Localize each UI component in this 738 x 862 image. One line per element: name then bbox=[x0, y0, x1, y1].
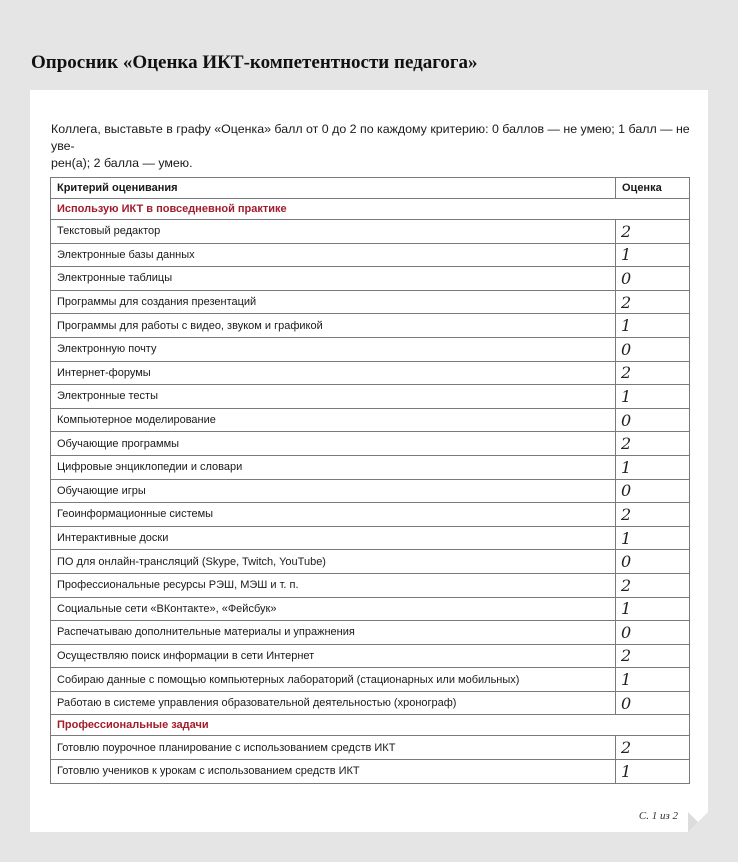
score-cell[interactable]: 2 bbox=[616, 361, 690, 385]
score-cell[interactable]: 1 bbox=[616, 760, 690, 784]
criterion-cell: Геоинформационные системы bbox=[51, 503, 616, 527]
criterion-cell: Работаю в системе управления образовательной деятельностью (хронограф) bbox=[51, 691, 616, 715]
table-row bbox=[51, 573, 690, 597]
criterion-cell: Обучающие игры bbox=[51, 479, 616, 503]
score-cell[interactable]: 0 bbox=[616, 267, 690, 291]
criterion-column-header: Критерий оценивания bbox=[51, 178, 616, 199]
score-cell[interactable]: 1 bbox=[616, 455, 690, 479]
table-row bbox=[51, 314, 690, 338]
table-row bbox=[51, 385, 690, 409]
criterion-cell: Электронные тесты bbox=[51, 385, 616, 409]
table-row bbox=[51, 243, 690, 267]
criterion-cell: Распечатываю дополнительные материалы и упражнения bbox=[51, 621, 616, 645]
criterion-cell: Социальные сети «ВКонтакте», «Фейсбук» bbox=[51, 597, 616, 621]
criterion-cell: Программы для создания презентаций bbox=[51, 290, 616, 314]
intro-text: Коллега, выставьте в графу «Оценка» балл от 0 до 2 по каждому критерию: 0 баллов — не умею; 1 балл — не уве- рен(а); 2 балла — умею. bbox=[51, 122, 690, 170]
questionnaire-sheet bbox=[30, 90, 708, 832]
score-column-header: Оценка bbox=[616, 178, 690, 199]
score-cell[interactable]: 2 bbox=[616, 290, 690, 314]
criterion-cell: Текстовый редактор bbox=[51, 220, 616, 244]
page-fold-mask bbox=[688, 812, 708, 832]
table-row bbox=[51, 432, 690, 456]
table-row bbox=[51, 267, 690, 291]
table-row bbox=[51, 597, 690, 621]
section-title: Использую ИКТ в повседневной практике bbox=[51, 199, 690, 220]
criterion-cell: Компьютерное моделирование bbox=[51, 408, 616, 432]
score-cell[interactable]: 1 bbox=[616, 526, 690, 550]
document-title: Опросник «Оценка ИКТ-компетентности педагога» bbox=[31, 52, 478, 73]
criterion-cell: Электронную почту bbox=[51, 337, 616, 361]
table-header-row bbox=[51, 178, 690, 199]
survey-table-body bbox=[51, 199, 690, 784]
table-row bbox=[51, 691, 690, 715]
criterion-cell: Готовлю поурочное планирование с использованием средств ИКТ bbox=[51, 736, 616, 760]
score-cell[interactable]: 2 bbox=[616, 220, 690, 244]
criterion-cell: Интерактивные доски bbox=[51, 526, 616, 550]
table-row bbox=[51, 361, 690, 385]
table-row bbox=[51, 736, 690, 760]
section-title: Профессиональные задачи bbox=[51, 715, 690, 736]
score-cell[interactable]: 1 bbox=[616, 385, 690, 409]
criterion-cell: Интернет-форумы bbox=[51, 361, 616, 385]
table-row bbox=[51, 503, 690, 527]
table-row bbox=[51, 408, 690, 432]
table-row bbox=[51, 479, 690, 503]
table-row bbox=[51, 550, 690, 574]
survey-table bbox=[50, 177, 690, 784]
criterion-cell: Готовлю учеников к урокам с использованием средств ИКТ bbox=[51, 760, 616, 784]
score-cell[interactable]: 2 bbox=[616, 432, 690, 456]
criterion-cell: Программы для работы с видео, звуком и графикой bbox=[51, 314, 616, 338]
table-row bbox=[51, 668, 690, 692]
criterion-cell: Обучающие программы bbox=[51, 432, 616, 456]
criterion-cell: Профессиональные ресурсы РЭШ, МЭШ и т. п. bbox=[51, 573, 616, 597]
criterion-cell: Электронные базы данных bbox=[51, 243, 616, 267]
score-cell[interactable]: 0 bbox=[616, 621, 690, 645]
score-cell[interactable]: 1 bbox=[616, 314, 690, 338]
criterion-cell: Цифровые энциклопедии и словари bbox=[51, 455, 616, 479]
score-cell[interactable]: 0 bbox=[616, 337, 690, 361]
score-cell[interactable]: 2 bbox=[616, 503, 690, 527]
score-cell[interactable]: 0 bbox=[616, 691, 690, 715]
criterion-cell: ПО для онлайн-трансляций (Skype, Twitch, YouTube) bbox=[51, 550, 616, 574]
score-cell[interactable]: 1 bbox=[616, 597, 690, 621]
criterion-cell: Электронные таблицы bbox=[51, 267, 616, 291]
criterion-cell: Осуществляю поиск информации в сети Интернет bbox=[51, 644, 616, 668]
section-row bbox=[51, 199, 690, 220]
score-cell[interactable]: 2 bbox=[616, 736, 690, 760]
table-row bbox=[51, 455, 690, 479]
table-row bbox=[51, 337, 690, 361]
score-cell[interactable]: 1 bbox=[616, 668, 690, 692]
table-row bbox=[51, 644, 690, 668]
section-row bbox=[51, 715, 690, 736]
criterion-cell: Собираю данные с помощью компьютерных лабораторий (стационарных или мобильных) bbox=[51, 668, 616, 692]
score-cell[interactable]: 0 bbox=[616, 408, 690, 432]
table-row bbox=[51, 760, 690, 784]
score-cell[interactable]: 1 bbox=[616, 243, 690, 267]
score-cell[interactable]: 2 bbox=[616, 573, 690, 597]
table-row bbox=[51, 220, 690, 244]
score-cell[interactable]: 2 bbox=[616, 644, 690, 668]
page-number: С. 1 из 2 bbox=[638, 810, 678, 822]
score-cell[interactable]: 0 bbox=[616, 479, 690, 503]
table-row bbox=[51, 621, 690, 645]
table-row bbox=[51, 290, 690, 314]
table-row bbox=[51, 526, 690, 550]
score-cell[interactable]: 0 bbox=[616, 550, 690, 574]
